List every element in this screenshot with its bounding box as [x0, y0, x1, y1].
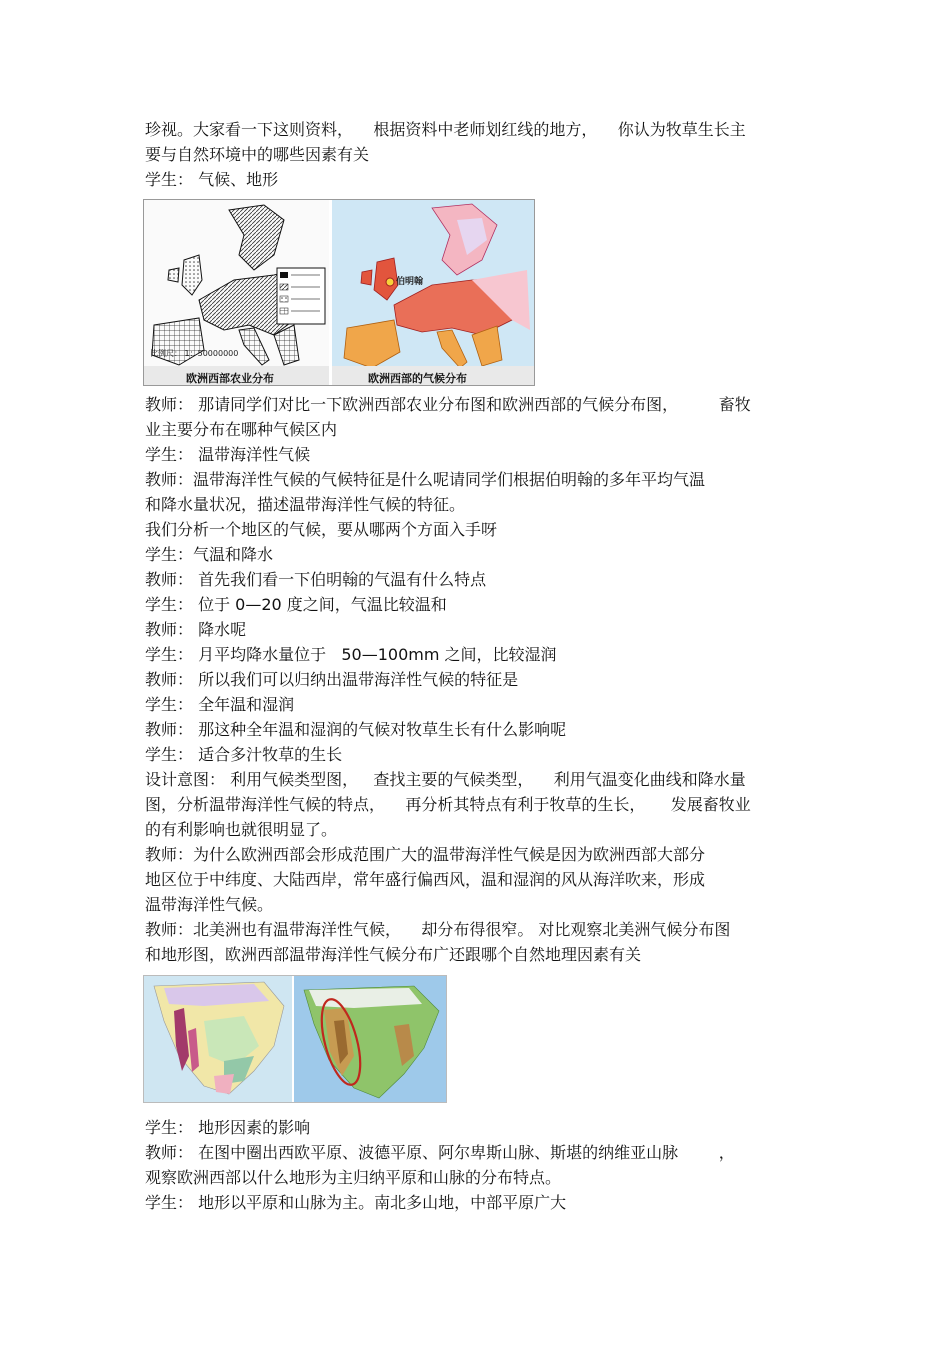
text-line: 教师： 那请同学们对比一下欧洲西部农业分布图和欧洲西部的气候分布图， 畜牧 [145, 395, 751, 414]
europe-maps-figure [143, 199, 535, 386]
text-line: 学生： 气候、地形 [145, 170, 279, 189]
text-line: 学生： 地形以平原和山脉为主。南北多山地，中部平原广大 [145, 1193, 567, 1212]
text-line: 学生： 地形因素的影响 [145, 1118, 311, 1137]
text-line: 要与自然环境中的哪些因素有关 [145, 145, 370, 164]
text-line: 学生：气温和降水 [145, 545, 274, 564]
text-line: 学生： 月平均降水量位于 50—100mm 之间，比较湿润 [145, 645, 557, 664]
europe-agriculture-map [144, 200, 329, 385]
text-line: 教师： 在图中圈出西欧平原、波德平原、阿尔卑斯山脉、斯堪的纳维亚山脉 ， [145, 1143, 735, 1162]
text-line: 温带海洋性气候。 [145, 895, 274, 914]
text-line: 教师：为什么欧洲西部会形成范围广大的温带海洋性气候是因为欧洲西部大部分 [145, 845, 706, 864]
text-line: 教师： 降水呢 [145, 620, 247, 639]
text-line: 教师：北美洲也有温带海洋性气候， 却分布得很窄。 对比观察北美洲气候分布图 [145, 920, 731, 939]
text-line: 设计意图： 利用气候类型图， 查找主要的气候类型， 利用气温变化曲线和降水量 [145, 770, 746, 789]
agriculture-map-caption: 欧洲西部农业分布 [186, 372, 274, 385]
text-line: 教师： 所以我们可以归纳出温带海洋性气候的特征是 [145, 670, 519, 689]
north-america-maps-figure [143, 975, 447, 1103]
text-line: 教师： 首先我们看一下伯明翰的气温有什么特点 [145, 570, 487, 589]
text-line: 学生： 全年温和湿润 [145, 695, 295, 714]
text-line: 图，分析温带海洋性气候的特点， 再分析其特点有利于牧草的生长， 发展畜牧业 [145, 795, 751, 814]
europe-climate-map [332, 200, 534, 385]
climate-map-graphic [332, 200, 534, 385]
text-line: 教师：温带海洋性气候的气候特征是什么呢请同学们根据伯明翰的多年平均气温 [145, 470, 706, 489]
text-line: 和降水量状况，描述温带海洋性气候的特征。 [145, 495, 466, 514]
na-terrain-graphic [294, 976, 446, 1102]
text-line: 地区位于中纬度、大陆西岸，常年盛行偏西风，温和湿润的风从海洋吹来，形成 [145, 870, 706, 889]
north-america-climate-map [144, 976, 292, 1102]
text-line: 观察欧洲西部以什么地形为主归纳平原和山脉的分布特点。 [145, 1168, 562, 1187]
text-line: 教师： 那这种全年温和湿润的气候对牧草生长有什么影响呢 [145, 720, 567, 739]
north-america-terrain-map [294, 976, 446, 1102]
na-climate-graphic [144, 976, 292, 1102]
birmingham-label: 伯明翰 [396, 277, 424, 287]
text-line: 我们分析一个地区的气候，要从哪两个方面入手呀 [145, 520, 498, 539]
climate-map-caption: 欧洲西部的气候分布 [368, 372, 467, 385]
text-line: 和地形图，欧洲西部温带海洋性气候分布广还跟哪个自然地理因素有关 [145, 945, 642, 964]
text-line: 的有利影响也就很明显了。 [145, 820, 338, 839]
text-line: 业主要分布在哪种气候区内 [145, 420, 338, 439]
text-line: 珍视。大家看一下这则资料， 根据资料中老师划红线的地方， 你认为牧草生长主 [145, 120, 746, 139]
text-line: 学生： 适合多汁牧草的生长 [145, 745, 343, 764]
text-line: 学生： 位于 0—20 度之间，气温比较温和 [145, 595, 447, 614]
text-line: 学生： 温带海洋性气候 [145, 445, 311, 464]
scale-label: 比例尺： 1：50000000 [150, 349, 239, 358]
